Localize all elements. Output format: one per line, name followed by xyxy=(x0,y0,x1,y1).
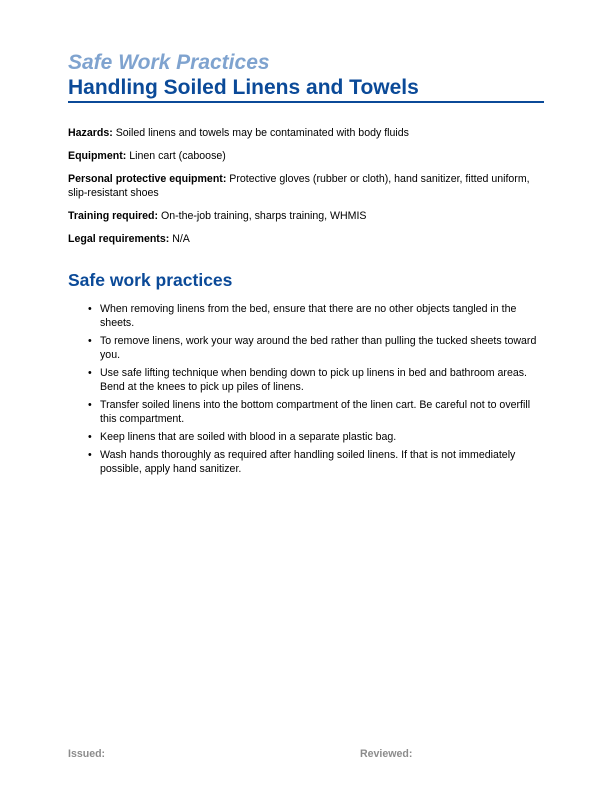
list-item xyxy=(68,302,544,330)
section-heading: Safe work practices xyxy=(68,270,233,290)
document-title: Handling Soiled Linens and Towels xyxy=(68,76,544,103)
bullet-icon: • xyxy=(88,303,92,315)
info-ppe xyxy=(68,172,544,200)
list-item xyxy=(68,334,544,362)
list-item-text: Wash hands thoroughly as required after handling soiled linens. If that is not immediately possible, apply hand sanitizer. xyxy=(100,449,516,475)
info-value: N/A xyxy=(169,233,190,245)
list-item-text: When removing linens from the bed, ensure that there are no other objects tangled in the sheets. xyxy=(100,303,517,329)
practices-list xyxy=(68,302,544,480)
bullet-icon: • xyxy=(88,399,92,411)
info-value: Soiled linens and towels may be contaminated with body fluids xyxy=(112,127,409,139)
list-item xyxy=(68,430,544,444)
bullet-icon: • xyxy=(88,367,92,379)
document-subtitle: Safe Work Practices xyxy=(68,51,270,74)
footer-reviewed: Reviewed: xyxy=(360,748,413,760)
info-value: Protective gloves (rubber or cloth), hand sanitizer, fitted uniform, slip-resistant shoes xyxy=(68,173,530,199)
bullet-icon: • xyxy=(88,335,92,347)
info-training xyxy=(68,209,544,223)
info-value: Linen cart (caboose) xyxy=(126,150,226,162)
info-label: Personal protective equipment: xyxy=(68,173,227,185)
list-item-text: Keep linens that are soiled with blood in a separate plastic bag. xyxy=(100,431,397,443)
list-item xyxy=(68,366,544,394)
info-value: On-the-job training, sharps training, WHMIS xyxy=(158,210,367,222)
list-item-text: To remove linens, work your way around the bed rather than pulling the tucked sheets toward you. xyxy=(100,335,537,361)
list-item-text: Use safe lifting technique when bending down to pick up linens in bed and bathroom areas. Bend at the knees to pick up piles of linens. xyxy=(100,367,527,393)
bullet-icon: • xyxy=(88,431,92,443)
bullet-icon: • xyxy=(88,449,92,461)
list-item-text: Transfer soiled linens into the bottom compartment of the linen cart. Be careful not to overfill this compartment. xyxy=(100,399,531,425)
info-equipment xyxy=(68,149,544,163)
list-item xyxy=(68,398,544,426)
list-item xyxy=(68,448,544,476)
info-label: Training required: xyxy=(68,210,159,222)
info-label: Legal requirements: xyxy=(68,233,170,245)
info-section xyxy=(68,126,544,255)
info-legal xyxy=(68,232,544,246)
document-header xyxy=(68,51,544,103)
footer-issued: Issued: xyxy=(68,748,106,760)
info-hazards xyxy=(68,126,544,140)
info-label: Equipment: xyxy=(68,150,127,162)
info-label: Hazards: xyxy=(68,127,113,139)
